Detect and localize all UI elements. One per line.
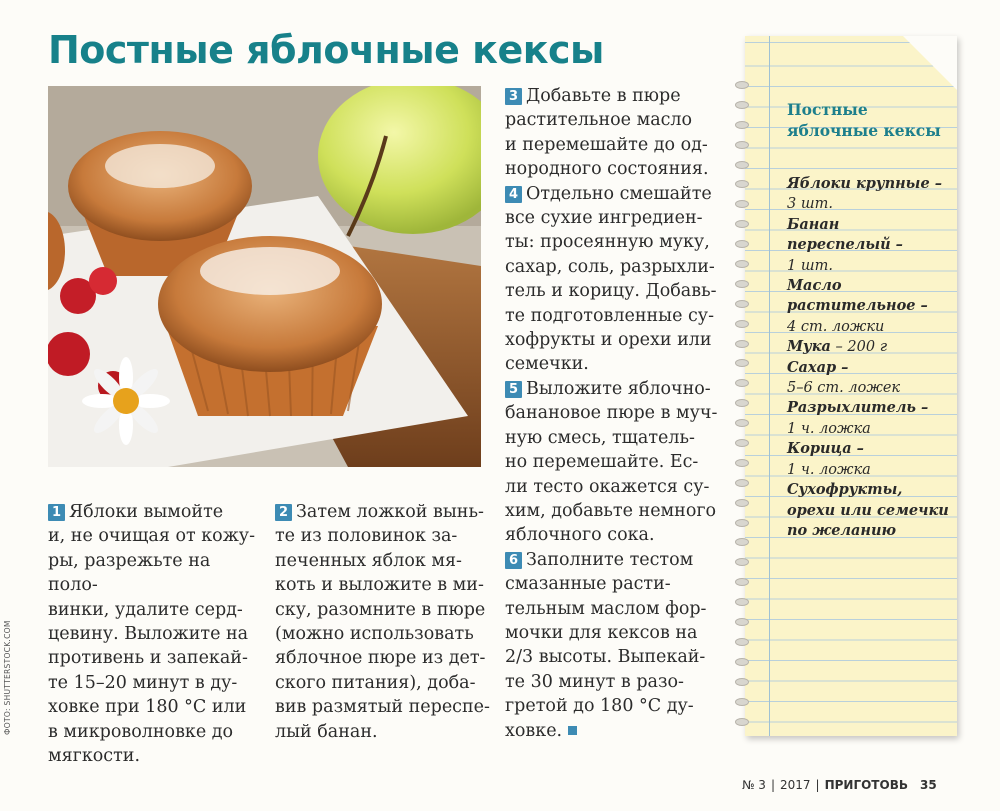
- ingredient-name: Корица –: [787, 440, 864, 458]
- step-text-line: тельным маслом фор-: [505, 598, 707, 619]
- step-text-line: Добавьте в пюре: [526, 86, 681, 106]
- ingredient-amount: 1 ч. ложка: [787, 461, 871, 478]
- spiral-hole-icon: [735, 280, 749, 288]
- step-text-line: лый банан.: [275, 721, 378, 742]
- ingredient-name: переспелый –: [787, 236, 903, 254]
- spiral-hole-icon: [735, 200, 749, 208]
- spiral-hole-icon: [735, 479, 749, 487]
- ingredient-list: [787, 174, 952, 541]
- spiral-hole-icon: [735, 81, 749, 89]
- spiral-hole-icon: [735, 141, 749, 149]
- spiral-hole-icon: [735, 240, 749, 248]
- spiral-hole-icon: [735, 340, 749, 348]
- step-text-line: те подготовленные су-: [505, 305, 715, 326]
- spiral-hole-icon: [735, 399, 749, 407]
- step-4: [505, 182, 720, 377]
- ingredient-amount: 1 ч. ложка: [787, 420, 871, 437]
- spiral-hole-icon: [735, 161, 749, 169]
- step-number-badge: 2: [275, 504, 292, 521]
- step-text-line: гретой до 180 °С ду-: [505, 696, 694, 717]
- ingredient-name: Банан: [787, 215, 840, 233]
- spiral-hole-icon: [735, 379, 749, 387]
- step-text-line: винки, удалите серд-: [48, 599, 243, 620]
- step-number-badge: 3: [505, 88, 522, 105]
- spiral-hole-icon: [735, 180, 749, 188]
- step-number-badge: 6: [505, 552, 522, 569]
- ingredient-name: Сахар –: [787, 358, 849, 376]
- step-5: [505, 377, 720, 548]
- column-1: [48, 500, 263, 768]
- step-text-line: хофрукты и орехи или: [505, 330, 712, 351]
- folded-corner-icon: [903, 36, 957, 90]
- step-text-line: смазанные расти-: [505, 574, 671, 595]
- end-of-article-square-icon: [568, 726, 577, 735]
- step-text-line: Затем ложкой вынь-: [296, 502, 484, 522]
- spiral-hole-icon: [735, 598, 749, 606]
- step-text-line: сахар, соль, разрыхли-: [505, 256, 715, 277]
- ingredient-name: орехи или семечки: [787, 501, 949, 519]
- spiral-hole-icon: [735, 558, 749, 566]
- step-text-line: ли тесто окажется су-: [505, 476, 710, 497]
- spiral-hole-icon: [735, 101, 749, 109]
- step-text-line: яблочное пюре из дет-: [275, 648, 486, 669]
- step-text-line: противень и запекай-: [48, 648, 248, 669]
- step-text-line: те 15–20 минут в ду-: [48, 672, 238, 693]
- ingredients-notepad: [735, 36, 967, 741]
- spiral-hole-icon: [735, 618, 749, 626]
- spiral-hole-icon: [735, 419, 749, 427]
- step-text-line: 2/3 высоты. Выпекай-: [505, 647, 706, 668]
- notepad-title-line: яблочные кексы: [787, 120, 941, 140]
- step-text-line: коть и выложите в ми-: [275, 575, 484, 596]
- step-text-line: тель и корицу. Добавь-: [505, 281, 717, 302]
- ingredient-name: по желанию: [787, 521, 897, 539]
- notepad-margin-line: [769, 36, 770, 736]
- ingredient-amount: – 200 г: [830, 339, 888, 356]
- spiral-holes: [735, 81, 757, 737]
- article-title: Постные яблочные кексы: [48, 28, 604, 72]
- step-text-line: растительное масло: [505, 110, 693, 131]
- column-2: [275, 500, 495, 744]
- step-2: [275, 500, 495, 744]
- step-text-line: но перемешайте. Ес-: [505, 452, 699, 473]
- spiral-hole-icon: [735, 538, 749, 546]
- step-text-line: все сухие ингредиен-: [505, 208, 703, 229]
- spiral-hole-icon: [735, 578, 749, 586]
- step-text-line: Яблоки вымойте: [69, 502, 224, 522]
- step-6: [505, 548, 720, 743]
- step-text-line: ную смесь, тщатель-: [505, 427, 695, 448]
- step-text-line: Отдельно смешайте: [526, 183, 712, 204]
- step-number-badge: 5: [505, 381, 522, 398]
- step-text-line: нородного состояния.: [505, 159, 709, 180]
- column-3: [505, 84, 720, 743]
- ingredient-name: растительное –: [787, 297, 928, 315]
- spiral-hole-icon: [735, 519, 749, 527]
- step-number-badge: 1: [48, 504, 65, 521]
- step-number-badge: 4: [505, 186, 522, 203]
- spiral-hole-icon: [735, 439, 749, 447]
- notepad-title: [787, 100, 941, 141]
- notepad-title-line: Постные: [787, 100, 868, 119]
- step-text-line: мочки для кексов на: [505, 622, 698, 643]
- step-3: [505, 84, 720, 182]
- step-text-line: вив размятый переспе-: [275, 697, 490, 718]
- ingredient-amount: 3 шт.: [787, 196, 833, 213]
- spiral-hole-icon: [735, 359, 749, 367]
- spiral-hole-icon: [735, 698, 749, 706]
- page-footer: № 3 | 2017 | ПРИГОТОВЬ 35: [742, 778, 937, 792]
- step-text-line: семечки.: [505, 354, 589, 375]
- ingredient-amount: 5–6 ст. ложек: [787, 380, 901, 397]
- step-text-line: и, не очищая от кожу-: [48, 526, 256, 547]
- step-text-line: те из половинок за-: [275, 526, 458, 547]
- spiral-hole-icon: [735, 678, 749, 686]
- spiral-hole-icon: [735, 220, 749, 228]
- step-text-line: ского питания), доба-: [275, 672, 476, 693]
- muffins-photo: [48, 86, 481, 467]
- spiral-hole-icon: [735, 320, 749, 328]
- step-text-line: цевину. Выложите на: [48, 624, 249, 645]
- step-text-line: ску, разомните в пюре: [275, 599, 486, 620]
- step-text-line: ты: просеянную муку,: [505, 232, 710, 253]
- step-text-line: ховке.: [505, 720, 563, 741]
- issue-number: № 3: [742, 778, 766, 792]
- step-text-line: хим, добавьте немного: [505, 500, 717, 521]
- magazine-name: ПРИГОТОВЬ: [824, 778, 908, 792]
- spiral-hole-icon: [735, 121, 749, 129]
- ingredient-name: Разрыхлитель –: [787, 399, 929, 417]
- step-text-line: в микроволновке до: [48, 721, 234, 742]
- spiral-hole-icon: [735, 260, 749, 268]
- ingredient-name: Яблоки крупные –: [787, 175, 942, 192]
- ingredient-amount: 4 ст. ложки: [787, 318, 885, 335]
- ingredient-name: Масло: [787, 277, 842, 295]
- step-text-line: ры, разрежьте на поло-: [48, 550, 211, 596]
- photo-credit: ФОТО: SHUTTERSTOCK.COM: [3, 620, 12, 735]
- step-1: [48, 500, 263, 768]
- ingredient-name: Мука: [787, 338, 831, 356]
- step-text-line: банановое пюре в муч-: [505, 403, 718, 424]
- page-number: 35: [920, 778, 937, 792]
- step-text-line: Заполните тестом: [526, 549, 694, 570]
- step-text-line: и перемешайте до од-: [505, 134, 708, 155]
- step-text-line: (можно использовать: [275, 624, 474, 645]
- spiral-hole-icon: [735, 499, 749, 507]
- spiral-hole-icon: [735, 718, 749, 726]
- spiral-hole-icon: [735, 658, 749, 666]
- spiral-hole-icon: [735, 300, 749, 308]
- step-text-line: ховке при 180 °С или: [48, 697, 247, 718]
- ingredient-name: Сухофрукты,: [787, 481, 903, 499]
- spiral-hole-icon: [735, 638, 749, 646]
- step-text-line: яблочного сока.: [505, 525, 655, 546]
- step-text-line: печенных яблок мя-: [275, 550, 462, 571]
- spiral-hole-icon: [735, 459, 749, 467]
- step-text-line: мягкости.: [48, 746, 141, 767]
- step-text-line: те 30 минут в разо-: [505, 671, 684, 692]
- step-text-line: Выложите яблочно-: [526, 378, 711, 399]
- issue-year: 2017: [779, 778, 811, 792]
- ingredient-amount: 1 шт.: [787, 257, 833, 274]
